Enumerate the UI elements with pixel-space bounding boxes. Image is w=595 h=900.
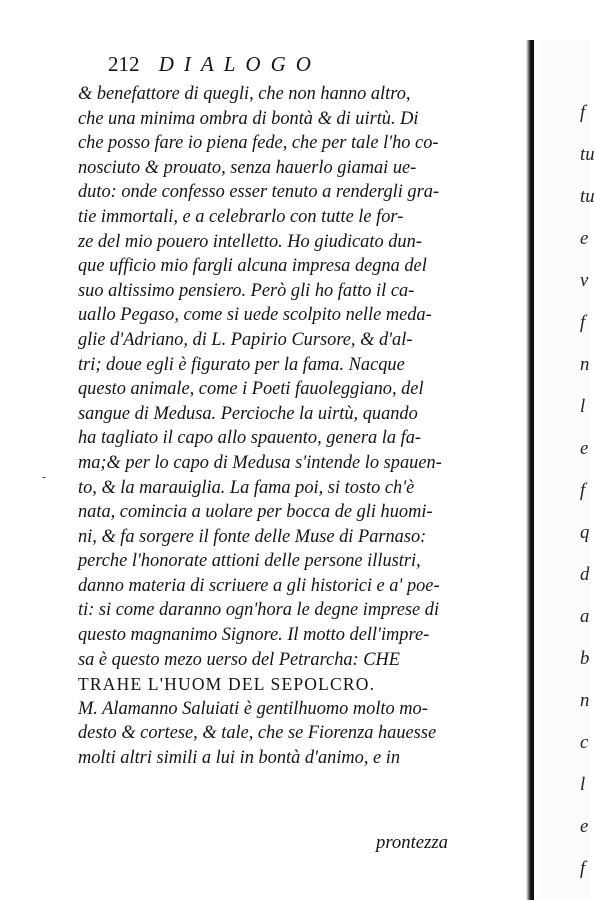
text-line: que ufficio mio fargli alcuna impresa degna del	[78, 255, 427, 277]
text-line: to, & la marauiglia. La fama poi, si tosto ch'è	[78, 476, 415, 498]
text-line: M. Alamanno Saluiati è gentilhuomo molto mo-	[78, 697, 428, 719]
facing-page-letter: tu	[580, 144, 595, 165]
book-gutter	[526, 40, 534, 900]
facing-page-letter: n	[580, 690, 590, 711]
facing-page-letter: c	[580, 732, 589, 753]
facing-page-letter: e	[580, 228, 589, 249]
facing-page-letter: a	[580, 606, 590, 627]
running-head	[108, 52, 321, 77]
text-line: tri; doue egli è figurato per la fama. Nacque	[78, 353, 405, 375]
facing-page-letter: l	[580, 396, 586, 417]
text-line: danno materia di scriuere a gli historici e a' poe-	[78, 574, 440, 596]
facing-page-letter: l	[580, 774, 586, 795]
text-line: ze del mio pouero intelletto. Ho giudicato dun-	[78, 230, 422, 252]
facing-page-letter: v	[580, 270, 589, 291]
facing-page-letter: f	[580, 312, 586, 333]
margin-mark: -	[42, 470, 47, 484]
page-number: 212	[108, 52, 140, 76]
facing-page-letter: f	[580, 102, 586, 123]
text-line: & benefattore di quegli, che non hanno altro,	[78, 83, 411, 104]
facing-page-letter: f	[580, 858, 586, 879]
text-line: questo magnanimo Signore. Il motto dell'impre-	[78, 624, 430, 646]
text-line: nata, comincia a uolare per bocca de gli huomi-	[78, 501, 433, 523]
text-line: che una minima ombra di bontà & di uirtù. Di	[78, 107, 419, 129]
text-line: suo altissimo pensiero. Però gli ho fatto il ca-	[78, 279, 415, 301]
catchword: prontezza	[376, 832, 448, 853]
facing-page-letter: tu	[580, 186, 595, 207]
text-line: che posso fare io piena fede, che per tale l'ho co-	[78, 132, 439, 154]
facing-page-letter: f	[580, 480, 586, 501]
text-line: perche l'honorate attioni delle persone illustri,	[78, 550, 421, 572]
text-line: uallo Pegaso, come si uede scolpito nelle meda-	[78, 304, 432, 326]
text-line: ha tagliato il capo allo spauento, genera la fa-	[78, 427, 422, 449]
text-line: duto: onde confesso esser tenuto a rendergli gra-	[78, 181, 440, 203]
facing-page-letter: q	[580, 522, 590, 543]
text-line: nosciuto & prouato, senza hauerlo giamai ue-	[78, 156, 417, 178]
body-text	[78, 82, 518, 771]
running-title: DIALOGO	[158, 52, 321, 76]
text-line: questo animale, come i Poeti fauoleggiano, del	[78, 378, 424, 400]
text-line: ni, & fa sorgere il fonte delle Muse di Parnaso:	[78, 525, 427, 547]
facing-page-letter: n	[580, 354, 590, 375]
text-line: TRAHE L'HUOM DEL SEPOLCRO.	[78, 674, 376, 695]
text-line: sangue di Medusa. Percioche la uirtù, quando	[78, 402, 418, 424]
text-line: desto & cortese, & tale, che se Fiorenza hauesse	[78, 722, 437, 744]
facing-page-edge	[540, 40, 595, 900]
text-line: ti: si come daranno ogn'hora le degne imprese di	[78, 599, 440, 621]
facing-page-letter: e	[580, 438, 589, 459]
text-line: ma;& per lo capo di Medusa s'intende lo spauen-	[78, 451, 442, 473]
text-line: molti altri simili a lui in bontà d'animo, e in	[78, 747, 401, 769]
facing-page-letter: e	[580, 816, 589, 837]
facing-page-letter: d	[580, 564, 590, 585]
facing-page-letter: b	[580, 648, 590, 669]
text-line: sa è questo mezo uerso del Petrarcha: CHE	[78, 648, 400, 670]
text-line: glie d'Adriano, di L. Papirio Cursore, & d'al-	[78, 328, 413, 350]
text-line: tie immortali, e a celebrarlo con tutte le for-	[78, 205, 404, 227]
